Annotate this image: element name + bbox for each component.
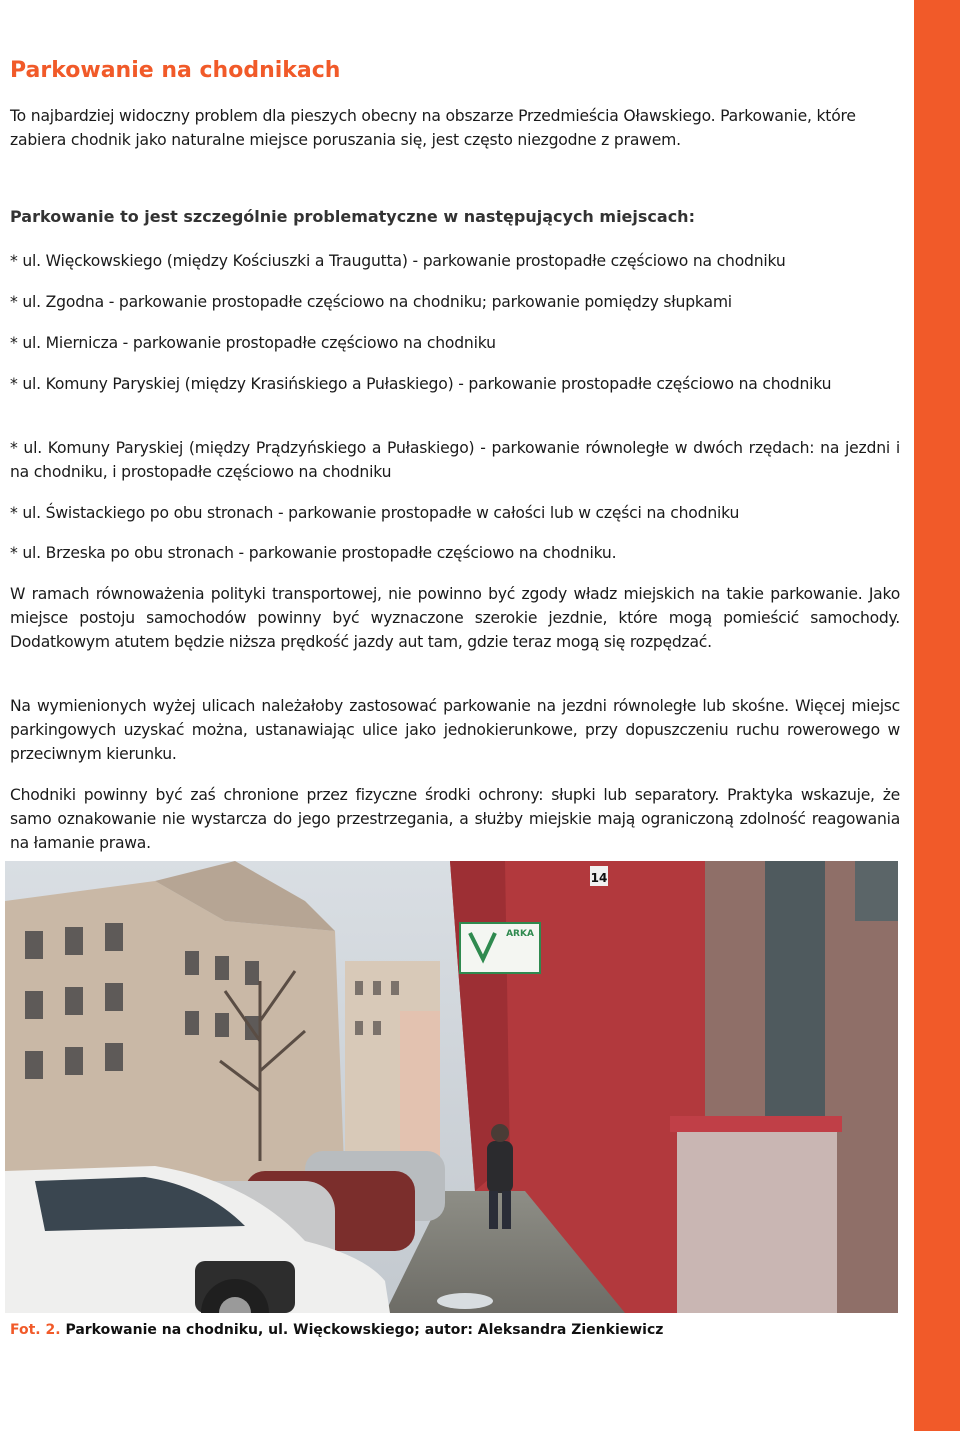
solution-paragraph: Na wymienionych wyżej ulicach należałoby zastosować parkowanie na jezdni równoległe lub skośne. Więcej miejsc parkingowych uzyskać można, ustanawiając ulice jako jednokierunkowe, przy dopuszczeniu ruchu rowerowego w przeciwnym kierunku. [10, 697, 900, 763]
protection-paragraph: Chodniki powinny być zaś chronione przez fizyczne środki ochrony: słupki lub separatory. Praktyka wskazuje, że samo oznakowanie nie wystarcza do jego przestrzegania, a służby miejskie mają ograniczoną zdolność reagowania na łamanie prawa. [10, 786, 900, 852]
street-photo [5, 861, 898, 1313]
location-item: * ul. Więckowskiego (między Kościuszki a Traugutta) - parkowanie prostopadłe częściowo na chodniku [10, 252, 786, 270]
caption-label: Fot. 2. [10, 1322, 61, 1338]
shop-sign-label: ARKA [506, 929, 534, 939]
location-item: * ul. Zgodna - parkowanie prostopadłe częściowo na chodniku; parkowanie pomiędzy słupkami [10, 293, 732, 311]
location-item: * ul. Świstackiego po obu stronach - parkowanie prostopadłe w całości lub w części na chodniku [10, 504, 740, 522]
caption-text: Parkowanie na chodniku, ul. Więckowskiego; autor: Aleksandra Zienkiewicz [65, 1322, 664, 1338]
street-photo-illustration [5, 861, 898, 1313]
policy-paragraph: W ramach równoważenia polityki transportowej, nie powinno być zgody władz miejskich na takie parkowanie. Jako miejsce postoju samochodów powinny być wyznaczone szerokie jezdnie, które mogą pomieścić samochody. Dodatkowym atutem będzie niższa prędkość jazdy aut tam, gdzie teraz mogą się rozpędzać. [10, 585, 900, 651]
section-title: Parkowanie na chodnikach [10, 58, 341, 83]
location-item: * ul. Brzeska po obu stronach - parkowanie prostopadłe częściowo na chodniku. [10, 544, 617, 562]
orange-side-bar [914, 0, 960, 1431]
location-item: * ul. Komuny Paryskiej (między Krasińskiego a Pułaskiego) - parkowanie prostopadłe częściowo na chodniku [10, 375, 832, 393]
photo-caption [10, 1322, 663, 1338]
location-item: * ul. Komuny Paryskiej (między Prądzyńskiego a Pułaskiego) - parkowanie równoległe w dwóch rzędach: na jezdni i na chodniku, i prostopadłe częściowo na chodniku [10, 439, 900, 481]
house-number-label: 14 [590, 871, 608, 885]
location-item: * ul. Miernicza - parkowanie prostopadłe częściowo na chodniku [10, 334, 496, 352]
locations-subheading: Parkowanie to jest szczególnie problematyczne w następujących miejscach: [10, 207, 695, 226]
intro-paragraph: To najbardziej widoczny problem dla pieszych obecny na obszarze Przedmieścia Oławskiego. Parkowanie, które zabiera chodnik jako naturalne miejsce poruszania się, jest często niezgodne z prawem. [10, 107, 856, 149]
